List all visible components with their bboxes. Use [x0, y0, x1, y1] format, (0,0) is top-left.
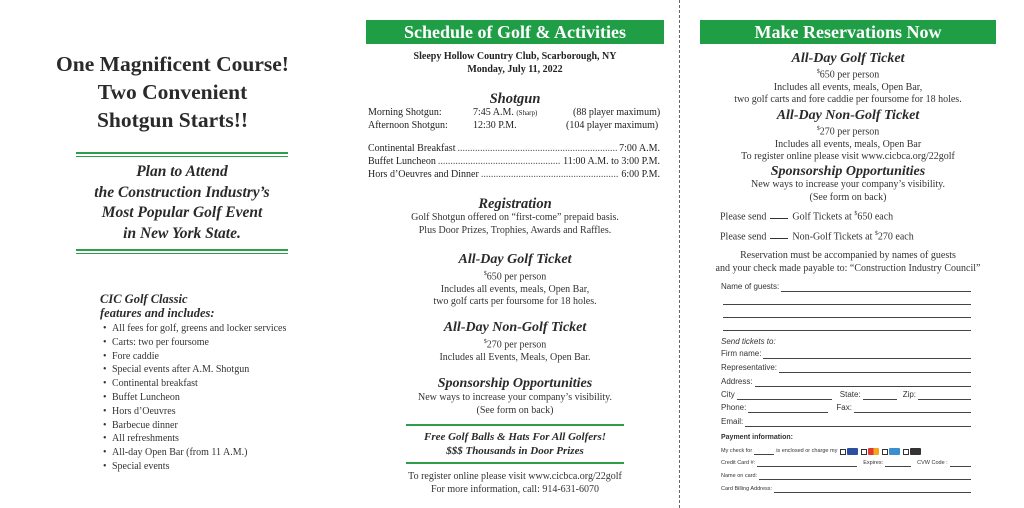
list-item: • Carts: two per foursome — [103, 336, 286, 350]
name-on-card-row[interactable]: Name on card: — [721, 473, 971, 480]
payment-method-row[interactable]: My check for is enclosed or charge my — [721, 448, 971, 455]
green-rule — [76, 249, 288, 251]
city-state-zip-row[interactable]: City State: Zip: — [721, 390, 971, 400]
plan-to-attend: Plan to Attend the Construction Industry’s Most Popular Golf Event in New York State. — [94, 163, 270, 242]
nongolf-ticket-title: All-Day Non-Golf Ticket — [443, 320, 587, 335]
amex-icon — [889, 448, 900, 455]
nongolf-ticket-details: $270 per person Includes all Events, Meals, Open Bar. — [439, 339, 591, 363]
green-rule — [76, 152, 288, 154]
shotgun-heading: Shotgun — [489, 91, 541, 107]
cut-line — [679, 0, 680, 508]
visa-checkbox[interactable] — [840, 449, 846, 455]
visa-icon — [847, 448, 858, 455]
reservation-panel — [700, 0, 996, 508]
nongolf-ticket-qty[interactable] — [770, 230, 788, 239]
mastercard-icon — [868, 448, 879, 455]
guests-line[interactable] — [723, 304, 971, 305]
meal-row: Hors d’Oeuvres and Dinner ..... 6:00 P.M. — [368, 169, 660, 181]
reservation-banner: Make Reservations Now — [700, 20, 996, 44]
green-rule — [406, 424, 624, 426]
meal-row: Buffet Luncheon ..... 11:00 A.M. to 3:00 P.M. — [368, 156, 660, 168]
golf-ticket-details: $650 per person Includes all events, meals, Open Bar, two golf carts per foursome for 18 holes. — [433, 271, 597, 308]
representative-field[interactable]: Representative: — [721, 363, 971, 373]
headline: One Magnificent Course! Two Convenient Shotgun Starts!! — [56, 52, 289, 132]
golf-ticket-title: All-Day Golf Ticket — [458, 252, 572, 267]
free-promo: Free Golf Balls & Hats For All Golfers! $$$ Thousands in Door Prizes — [423, 431, 607, 457]
list-item: • All fees for golf, greens and locker services — [103, 322, 286, 336]
list-item: • Barbecue dinner — [103, 419, 286, 433]
payment-heading: Payment information: — [721, 434, 793, 441]
guests-field[interactable]: Name of guests: — [721, 282, 971, 292]
send-golf-tickets: Please send Golf Tickets at $650 each — [720, 211, 894, 223]
discover-checkbox[interactable] — [903, 449, 909, 455]
golf-ticket-qty[interactable] — [770, 210, 788, 219]
phone-fax-row[interactable]: Phone: Fax: — [721, 403, 971, 413]
golf-ticket-details: $650 per person Includes all events, meals, Open Bar, two golf carts and fore caddie per foursome for 18 holes. — [734, 69, 962, 106]
mastercard-checkbox[interactable] — [861, 449, 867, 455]
features-list — [103, 322, 286, 474]
green-rule — [76, 156, 288, 157]
list-item: • All refreshments — [103, 432, 286, 446]
amex-checkbox[interactable] — [882, 449, 888, 455]
registration-text: Golf Shotgun offered on “first-come” prepaid basis. Plus Door Prizes, Trophies, Awards and Raffles. — [411, 212, 619, 236]
billing-address-row[interactable]: Card Billing Address: — [721, 486, 971, 493]
send-nongolf-tickets: Please send Non-Golf Tickets at $270 each — [720, 231, 914, 243]
discover-icon — [910, 448, 921, 455]
send-tickets-to: Send tickets to: — [721, 337, 776, 346]
list-item: • Hors d’Oeuvres — [103, 405, 286, 419]
list-item: • All-day Open Bar (from 11 A.M.) — [103, 446, 286, 460]
list-item: • Continental breakfast — [103, 377, 286, 391]
left-panel — [0, 0, 345, 508]
sponsorship-text: New ways to increase your company’s visibility. (See form on back) — [750, 179, 946, 203]
schedule-panel: Schedule of Golf & Activities Sleepy Hollow Country Club, Scarborough, NY Monday, July 11, 2022 Shotgun Morning Shotgun: 7:45 A.M. (Sharp) (88 player maximum) Afternoon Shotgun: 12:30 P.M. (104 player maximum) Continental Breakfast ..... 7:00 A.M. Buffet Luncheon ..... 11:00 A.M. to 3:00 P.M. Hors d’Oeuvres and Dinner ..... 6:00 P.M. Registration Golf Shotgun offered on “first-come” prepaid basis. Plus Door Prizes, Trophies, Awards and Raffles. All-Day Golf Ticket $650 per person Includes all events, meals, Open Bar, two golf carts per foursome for 18 holes. All-Day Non-Golf Ticket $270 per person Includes all Events, Meals, Open Bar. Sponsorship Opportunities New ways to increase your company’s visibility. (See form on back) Free Golf Balls & Hats For All Golfers! $$$ Thousands in Door Prizes To register online please visit www.cicbca.org/22golf For more information, call: 914-631-6070 — [366, 0, 664, 508]
schedule-banner: Schedule of Golf & Activities — [366, 20, 664, 44]
email-field[interactable]: Email: — [721, 417, 971, 427]
sponsorship-text: New ways to increase your company’s visibility. (See form on back) — [417, 392, 613, 416]
venue-info: Sleepy Hollow Country Club, Scarborough, NY Monday, July 11, 2022 — [413, 51, 617, 75]
list-item: • Special events — [103, 460, 286, 474]
nongolf-ticket-details: $270 per person Includes all events, meals, Open Bar To register online please visit www.cicbca.org/22golf — [741, 126, 955, 163]
list-item: • Special events after A.M. Shotgun — [103, 363, 286, 377]
registration-heading: Registration — [478, 196, 552, 212]
sponsorship-heading: Sponsorship Opportunities — [437, 376, 593, 391]
sponsorship-heading: Sponsorship Opportunities — [770, 164, 926, 179]
guests-line[interactable] — [723, 330, 971, 331]
contact-info: To register online please visit www.cicbca.org/22golf For more information, call: 914-631-6070 — [408, 471, 622, 495]
list-item: • Buffet Luncheon — [103, 391, 286, 405]
meal-row: Continental Breakfast ..... 7:00 A.M. — [368, 143, 660, 155]
reservation-note: Reservation must be accompanied by names of guests and your check made payable to: “Construction Industry Council” — [715, 250, 981, 274]
list-item: • Fore caddie — [103, 350, 286, 364]
green-rule — [76, 253, 288, 254]
features-title: CIC Golf Classic features and includes: — [100, 292, 215, 320]
card-number-row[interactable]: Credit Card #: Expires: CVW Code : — [721, 460, 971, 467]
golf-ticket-title: All-Day Golf Ticket — [791, 51, 905, 66]
firm-name-field[interactable]: Firm name: — [721, 349, 971, 359]
guests-line[interactable] — [723, 317, 971, 318]
nongolf-ticket-title: All-Day Non-Golf Ticket — [776, 108, 920, 123]
address-field[interactable]: Address: — [721, 377, 971, 387]
green-rule — [406, 462, 624, 464]
